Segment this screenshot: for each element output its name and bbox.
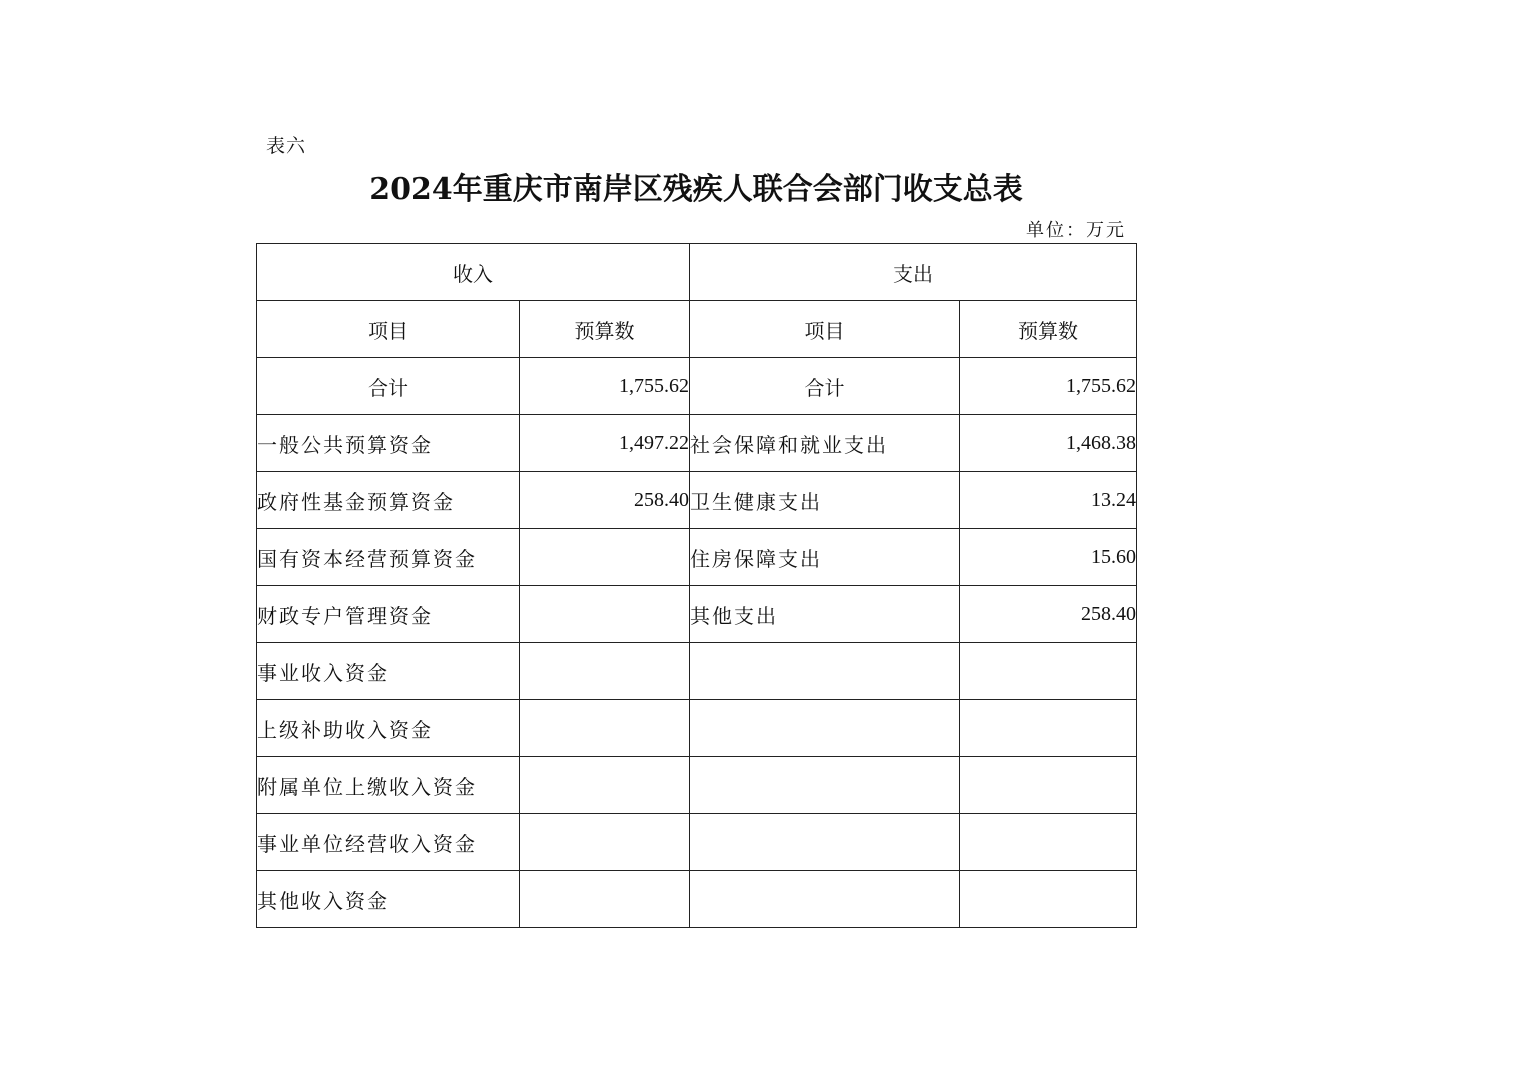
income-value	[520, 700, 690, 757]
income-item: 一般公共预算资金	[257, 415, 520, 472]
expenditure-value: 1,468.38	[960, 415, 1137, 472]
income-item-header: 项目	[257, 301, 520, 358]
table-row	[257, 643, 1137, 700]
group-header-row	[257, 244, 1137, 301]
expenditure-item	[690, 643, 960, 700]
column-header-row	[257, 301, 1137, 358]
table-row	[257, 700, 1137, 757]
income-value: 1,497.22	[520, 415, 690, 472]
expenditure-item: 社会保障和就业支出	[690, 415, 960, 472]
income-item: 政府性基金预算资金	[257, 472, 520, 529]
income-value	[520, 643, 690, 700]
expenditure-item	[690, 700, 960, 757]
total-row	[257, 358, 1137, 415]
income-value	[520, 529, 690, 586]
expenditure-value: 13.24	[960, 472, 1137, 529]
income-total-label: 合计	[257, 358, 520, 415]
budget-summary-table	[256, 243, 1137, 928]
table-row	[257, 472, 1137, 529]
table-row	[257, 871, 1137, 928]
table-row	[257, 586, 1137, 643]
expenditure-value	[960, 700, 1137, 757]
expenditure-total-value: 1,755.62	[960, 358, 1137, 415]
income-item: 附属单位上缴收入资金	[257, 757, 520, 814]
expenditure-item	[690, 814, 960, 871]
table-row	[257, 814, 1137, 871]
unit-note: 单位：万元	[1026, 220, 1126, 241]
page-title: 2024年重庆市南岸区残疾人联合会部门收支总表	[369, 172, 1023, 207]
income-value	[520, 814, 690, 871]
expenditure-value	[960, 643, 1137, 700]
expenditure-group-header: 支出	[690, 244, 1137, 301]
income-item: 上级补助收入资金	[257, 700, 520, 757]
income-value	[520, 871, 690, 928]
income-value	[520, 757, 690, 814]
expenditure-budget-header: 预算数	[960, 301, 1137, 358]
expenditure-item: 卫生健康支出	[690, 472, 960, 529]
income-item: 事业单位经营收入资金	[257, 814, 520, 871]
expenditure-value: 258.40	[960, 586, 1137, 643]
expenditure-total-label: 合计	[690, 358, 960, 415]
expenditure-item	[690, 871, 960, 928]
table-row	[257, 757, 1137, 814]
expenditure-value	[960, 814, 1137, 871]
table-label: 表六	[266, 135, 307, 157]
income-value: 258.40	[520, 472, 690, 529]
income-group-header: 收入	[257, 244, 690, 301]
table-row	[257, 415, 1137, 472]
expenditure-value	[960, 757, 1137, 814]
expenditure-value: 15.60	[960, 529, 1137, 586]
income-item: 事业收入资金	[257, 643, 520, 700]
income-item: 国有资本经营预算资金	[257, 529, 520, 586]
expenditure-item	[690, 757, 960, 814]
income-budget-header: 预算数	[520, 301, 690, 358]
table-row	[257, 529, 1137, 586]
income-item: 财政专户管理资金	[257, 586, 520, 643]
income-total-value: 1,755.62	[520, 358, 690, 415]
expenditure-item: 住房保障支出	[690, 529, 960, 586]
income-value	[520, 586, 690, 643]
expenditure-item: 其他支出	[690, 586, 960, 643]
expenditure-item-header: 项目	[690, 301, 960, 358]
expenditure-value	[960, 871, 1137, 928]
income-item: 其他收入资金	[257, 871, 520, 928]
